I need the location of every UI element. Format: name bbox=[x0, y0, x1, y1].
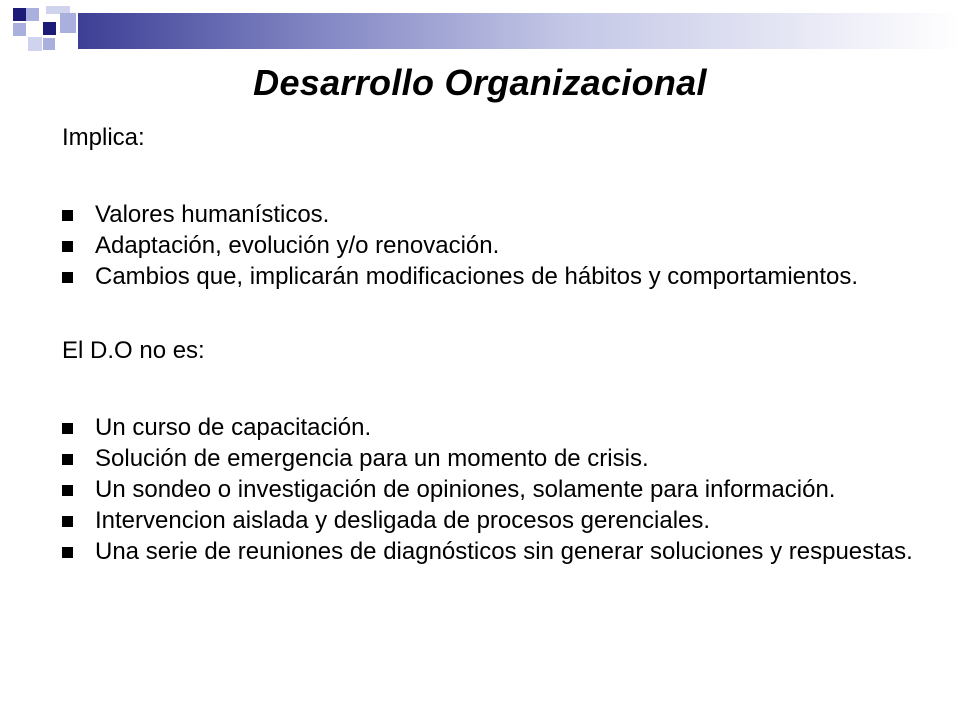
list-item-text: Valores humanísticos. bbox=[95, 201, 330, 228]
square-bullet-icon bbox=[62, 241, 73, 252]
header-gradient-bar bbox=[78, 13, 960, 49]
square-bullet-icon bbox=[62, 454, 73, 465]
section-heading: Implica: bbox=[62, 124, 145, 151]
decorative-square bbox=[13, 23, 26, 36]
square-bullet-icon bbox=[62, 210, 73, 221]
decorative-square bbox=[43, 38, 55, 50]
square-bullet-icon bbox=[62, 485, 73, 496]
list-item bbox=[62, 539, 922, 564]
slide-body bbox=[62, 124, 922, 570]
square-bullet-icon bbox=[62, 423, 73, 434]
decorative-square bbox=[13, 8, 26, 21]
list-item bbox=[62, 446, 922, 471]
list-item-text: Cambios que, implicarán modificaciones de hábitos y comportamientos. bbox=[95, 263, 859, 290]
slide-title: Desarrollo Organizacional bbox=[253, 62, 707, 103]
decorative-square bbox=[28, 37, 42, 51]
decorative-square bbox=[26, 8, 39, 21]
list-item bbox=[62, 233, 922, 258]
square-bullet-icon bbox=[62, 547, 73, 558]
square-bullet-icon bbox=[62, 272, 73, 283]
list-item bbox=[62, 202, 922, 227]
square-bullet-icon bbox=[62, 516, 73, 527]
decorative-square bbox=[43, 22, 56, 35]
list-item bbox=[62, 508, 922, 533]
bullet-list bbox=[62, 415, 922, 564]
decorative-square bbox=[60, 13, 76, 33]
list-item bbox=[62, 264, 922, 289]
list-item-text: Un sondeo o investigación de opiniones, solamente para información. bbox=[95, 476, 836, 503]
bullet-list bbox=[62, 202, 922, 289]
list-item-text: Una serie de reuniones de diagnósticos sin generar soluciones y respuestas. bbox=[95, 538, 913, 565]
list-item-text: Solución de emergencia para un momento de crisis. bbox=[95, 445, 649, 472]
list-item-text: Adaptación, evolución y/o renovación. bbox=[95, 232, 500, 259]
list-item-text: Intervencion aislada y desligada de procesos gerenciales. bbox=[95, 507, 711, 534]
list-item bbox=[62, 415, 922, 440]
list-item bbox=[62, 477, 922, 502]
section-heading: El D.O no es: bbox=[62, 337, 205, 364]
list-item-text: Un curso de capacitación. bbox=[95, 414, 372, 441]
